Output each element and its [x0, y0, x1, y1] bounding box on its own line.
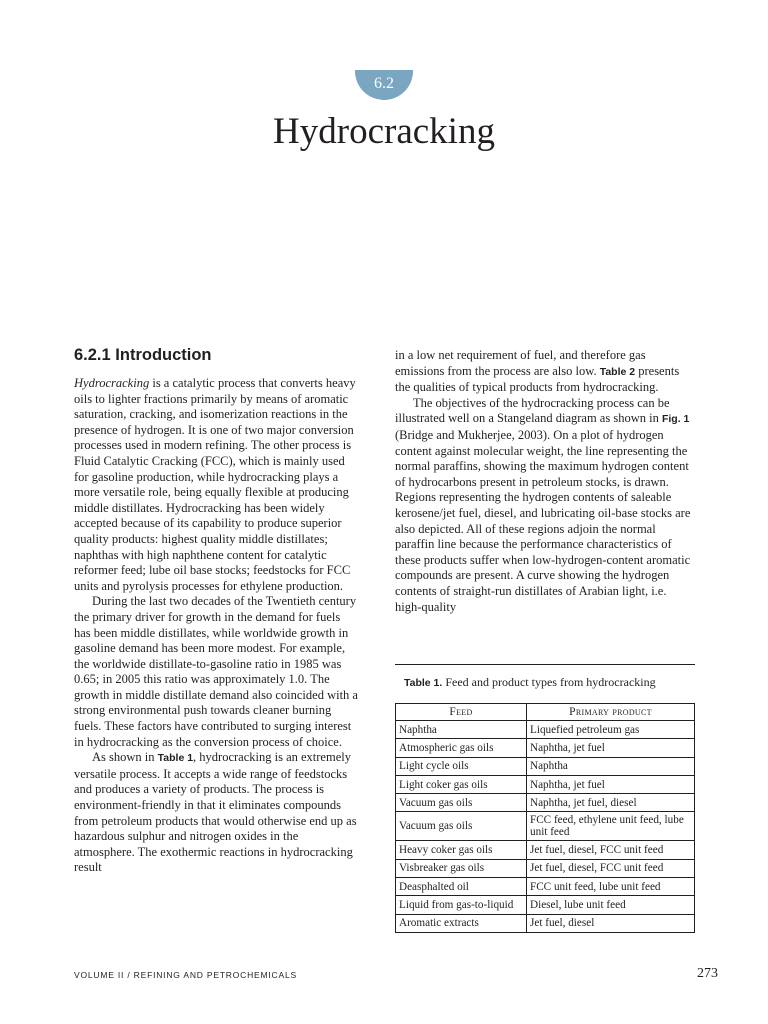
- feed-cell: Liquid from gas-to-liquid: [396, 896, 527, 914]
- section-heading: 6.2.1 Introduction: [74, 346, 212, 364]
- product-cell: FCC feed, ethylene unit feed, lube unit feed: [527, 812, 695, 841]
- intro-paragraph-1: [74, 376, 358, 594]
- table-row: [396, 878, 695, 896]
- right-paragraph-2-post: (Bridge and Mukherjee, 2003). On a plot of hydrogen content against molecular weight, the line representing the normal paraffins, showing the maximum hydrogen content of hydrocarbons present in petroleum stocks, is drawn. Regions representing the hydrogen contents of saleable kerosene/jet fuel, diesel, and lubricating oil-base stocks are also depicted. All of these regions adjoin the normal paraffin line because the performance characteristics of these products suffer when low-hydrogen-content aromatic compounds are present. A curve showing the hydrogen contents of straight-run distillates of Arabian light, i.e. high-quality: [395, 427, 691, 614]
- intro-paragraph-1-text: is a catalytic process that converts heavy oils to lighter fractions primarily by means of aromatic saturation, cracking, and isomerization reactions in the presence of hydrogen. It is one of two major conversion processes used in modern refining. The other process is Fluid Catalytic Cracking (FCC), which is mainly used for gasoline production, while hydrocracking plays a more versatile role, being equally flexible at producing middle distillates. Hydrocracking has been widely accepted because of its capability to produce superior quality products: highest quality middle distillates; naphthas with high naphthene content for catalytic reformer feed; lube oil base stocks; feedstocks for FCC units and pyrolysis processes for ethylene production.: [74, 376, 356, 593]
- feed-cell: Light coker gas oils: [396, 775, 527, 793]
- table-row: [396, 896, 695, 914]
- product-cell: Naphtha, jet fuel: [527, 775, 695, 793]
- feed-cell: Aromatic extracts: [396, 914, 527, 932]
- feed-cell: Light cycle oils: [396, 757, 527, 775]
- right-paragraph-1-post: presents the qualities of typical products from hydrocracking.: [395, 363, 680, 395]
- footer-volume: VOLUME II / REFINING AND PETROCHEMICALS: [74, 970, 297, 980]
- defined-term: Hydrocracking: [74, 376, 150, 390]
- feed-cell: Naphtha: [396, 721, 527, 739]
- product-cell: Naphtha, jet fuel, diesel: [527, 794, 695, 812]
- table-row: [396, 914, 695, 932]
- figure-1-reference: Fig. 1: [661, 413, 690, 426]
- product-cell: FCC unit feed, lube unit feed: [527, 878, 695, 896]
- table-2-reference: Table 2: [599, 365, 636, 378]
- table-1-reference: Table 1: [157, 752, 194, 765]
- feed-cell: Deasphalted oil: [396, 878, 527, 896]
- chapter-title: Hydrocracking: [273, 111, 495, 152]
- table-header-row: [396, 704, 695, 721]
- table-row: [396, 739, 695, 757]
- product-cell: Naphtha, jet fuel: [527, 739, 695, 757]
- product-cell: Naphtha: [527, 757, 695, 775]
- feed-cell: Vacuum gas oils: [396, 794, 527, 812]
- feed-cell: Vacuum gas oils: [396, 812, 527, 841]
- feed-cell: Visbreaker gas oils: [396, 859, 527, 877]
- right-paragraph-2-pre: The objectives of the hydrocracking process can be illustrated well on a Stangeland diagram as shown in: [395, 395, 670, 426]
- feed-cell: Atmospheric gas oils: [396, 739, 527, 757]
- table-row: [396, 721, 695, 739]
- table-row: [396, 794, 695, 812]
- chapter-number-badge: [355, 70, 413, 100]
- table-1-block: [395, 664, 695, 933]
- feed-product-table: [395, 703, 695, 933]
- right-column: [395, 348, 695, 615]
- table-label: Table 1.: [404, 677, 443, 689]
- table-header-feed: Feed: [396, 704, 527, 721]
- product-cell: Jet fuel, diesel, FCC unit feed: [527, 859, 695, 877]
- intro-paragraph-3-pre: As shown in: [92, 750, 158, 765]
- intro-paragraph-3: [74, 750, 358, 876]
- table-caption: [395, 665, 695, 703]
- product-cell: Diesel, lube unit feed: [527, 896, 695, 914]
- intro-paragraph-3-post: , hydrocracking is an extremely versatile process. It accepts a wide range of feedstocks and produces a variety of products. The process is environment-friendly in that it eliminates compounds from petroleum products that would otherwise end up as hazardous sulphur and nitrogen oxides in the atmosphere. The exothermic reactions in hydrocracking result: [74, 750, 357, 875]
- right-paragraph-1: [395, 348, 695, 396]
- table-row: [396, 757, 695, 775]
- product-cell: Jet fuel, diesel, FCC unit feed: [527, 841, 695, 859]
- right-paragraph-1-pre: in a low net requirement of fuel, and therefore gas emissions from the process are also low.: [395, 348, 646, 378]
- left-column: [74, 346, 358, 876]
- product-cell: Liquefied petroleum gas: [527, 721, 695, 739]
- feed-cell: Heavy coker gas oils: [396, 841, 527, 859]
- intro-paragraph-2: During the last two decades of the Twentieth century the primary driver for growth in the demand for fuels has been middle distillates, while worldwide growth in gasoline demand has been more modest. For example, the worldwide distillate-to-gasoline ratio in 1985 was 0.65; in 2005 this ratio was approximately 1.0. The growth in middle distillate demand also coincided with a strong environmental push towards cleaner burning fuels. These factors have contributed to surging interest in hydrocracking as the conversion process of choice.: [74, 594, 358, 749]
- table-row: [396, 841, 695, 859]
- table-row: [396, 859, 695, 877]
- right-paragraph-2: [395, 396, 695, 615]
- table-header-primary-product: Primary product: [527, 704, 695, 721]
- chapter-number: 6.2: [374, 75, 394, 92]
- table-row: [396, 812, 695, 841]
- product-cell: Jet fuel, diesel: [527, 914, 695, 932]
- table-caption-text: Feed and product types from hydrocracking: [442, 675, 656, 689]
- table-row: [396, 775, 695, 793]
- page-number: 273: [697, 966, 718, 981]
